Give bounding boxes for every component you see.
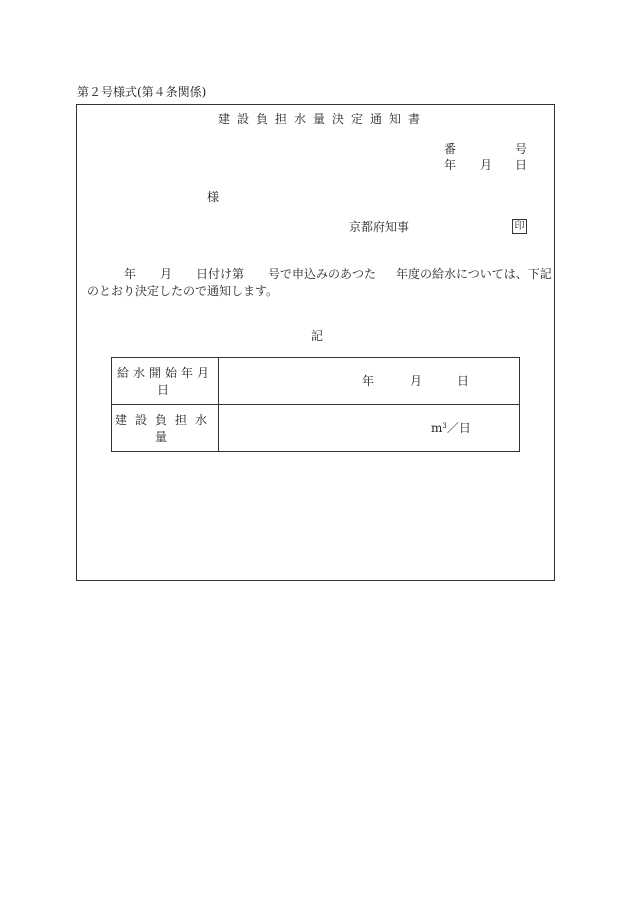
start-month: 月 xyxy=(410,374,423,388)
issuer-name: 京都府知事 xyxy=(349,220,410,234)
body-fiscal-year: 年度の給水については、下記 xyxy=(396,267,552,281)
supply-start-date-value xyxy=(219,358,520,405)
volume-unit xyxy=(431,422,471,434)
start-year: 年 xyxy=(362,374,375,388)
construction-water-volume-label: 建設負担水量 xyxy=(112,405,219,452)
document-title: 建設負担水量決定通知書 xyxy=(218,112,428,126)
body-application: 号で申込みのあつた xyxy=(268,267,377,281)
detail-table xyxy=(111,357,520,452)
body-month: 月 xyxy=(160,267,173,281)
body-text-line2: のとおり決定したので通知します。 xyxy=(87,284,279,298)
unit-per-day: ／日 xyxy=(446,421,471,435)
date-day: 日 xyxy=(515,158,528,172)
date-month: 月 xyxy=(480,158,493,172)
construction-water-volume-value xyxy=(219,405,520,452)
supply-start-date-label: 給水開始年月日 xyxy=(112,358,219,405)
unit-base: m xyxy=(431,421,443,435)
start-day: 日 xyxy=(457,374,470,388)
body-date-ref: 日付け第 xyxy=(196,267,245,281)
date-year: 年 xyxy=(444,158,457,172)
section-marker: 記 xyxy=(311,329,324,343)
addressee-suffix: 様 xyxy=(207,190,220,204)
body-year: 年 xyxy=(124,267,137,281)
number-label: 番 xyxy=(444,142,457,156)
table-row xyxy=(112,358,520,405)
form-label: 第２号様式(第４条関係) xyxy=(77,85,207,99)
table-row xyxy=(112,405,520,452)
seal-stamp: 印 xyxy=(512,219,527,234)
unit-exponent: 3 xyxy=(442,422,447,430)
number-suffix: 号 xyxy=(515,142,528,156)
